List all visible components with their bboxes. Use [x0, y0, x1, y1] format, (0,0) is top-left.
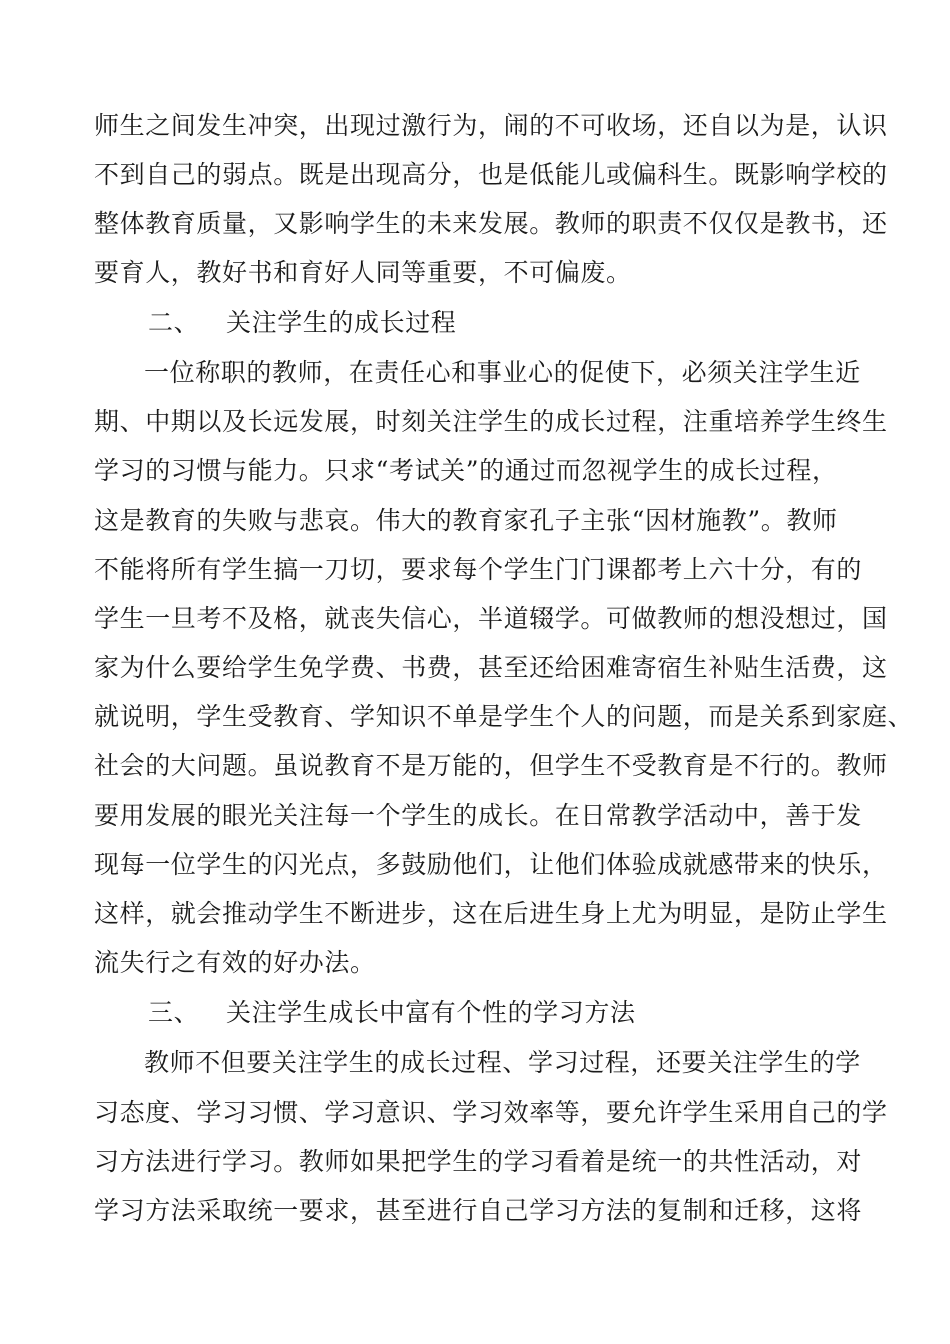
- paragraph-2-line-9: 社会的大问题。虽说教育不是万能的，但学生不受教育是不行的。教师: [94, 751, 888, 780]
- paragraph-2-line-10: 要用发展的眼光关注每一个学生的成长。在日常教学活动中，善于发: [94, 801, 863, 830]
- paragraph-2-line-1: 一位称职的教师，在责任心和事业心的促使下，必须关注学生近: [144, 358, 861, 387]
- paragraph-1-line-1: 师生之间发生冲突，出现过激行为，闹的不可收场，还自以为是，认识: [94, 111, 888, 140]
- paragraph-2-line-4: 这是教育的失败与悲哀。伟大的教育家孔子主张“因材施教”。教师: [94, 506, 838, 535]
- paragraph-2-line-13: 流失行之有效的好办法。: [94, 948, 376, 977]
- section-3-number: 三、: [148, 998, 200, 1027]
- paragraph-2-line-7: 家为什么要给学生免学费、书费，甚至还给困难寄宿生补贴生活费，这: [94, 653, 888, 682]
- paragraph-2-line-12: 这样，就会推动学生不断进步，这在后进生身上尤为明显，是防止学生: [94, 899, 888, 928]
- paragraph-2-line-8: 就说明，学生受教育、学知识不单是学生个人的问题，而是关系到家庭、: [94, 702, 914, 731]
- paragraph-2-line-2: 期、中期以及长远发展，时刻关注学生的成长过程，注重培养学生终生: [94, 407, 888, 436]
- paragraph-2-line-6: 学生一旦考不及格，就丧失信心，半道辍学。可做教师的想没想过，国: [94, 604, 888, 633]
- paragraph-1-line-3: 整体教育质量，又影响学生的未来发展。教师的职责不仅仅是教书，还: [94, 209, 888, 238]
- paragraph-1-line-2: 不到自己的弱点。既是出现高分，也是低能儿或偏科生。既影响学校的: [94, 160, 888, 189]
- section-2-number: 二、: [148, 308, 200, 337]
- section-3-heading: [148, 997, 636, 1029]
- paragraph-2-line-5: 不能将所有学生搞一刀切，要求每个学生门门课都考上六十分，有的: [94, 555, 863, 584]
- paragraph-3-line-2: 习态度、学习习惯、学习意识、学习效率等，要允许学生采用自己的学: [94, 1098, 888, 1127]
- paragraph-2-line-11: 现每一位学生的闪光点，多鼓励他们，让他们体验成就感带来的快乐，: [94, 850, 888, 879]
- paragraph-1-line-4: 要育人，教好书和育好人同等重要，不可偏废。: [94, 258, 632, 287]
- paragraph-3-line-4: 学习方法采取统一要求，甚至进行自己学习方法的复制和迁移，这将: [94, 1196, 863, 1225]
- paragraph-3-line-3: 习方法进行学习。教师如果把学生的学习看着是统一的共性活动，对: [94, 1147, 863, 1176]
- paragraph-3-line-1: 教师不但要关注学生的成长过程、学习过程，还要关注学生的学: [144, 1048, 861, 1077]
- section-3-title: 关注学生成长中富有个性的学习方法: [226, 998, 636, 1027]
- section-2-title: 关注学生的成长过程: [226, 308, 457, 337]
- section-2-heading: [148, 307, 456, 339]
- paragraph-2-line-3: 学习的习惯与能力。只求“考试关”的通过而忽视学生的成长过程，: [94, 456, 838, 485]
